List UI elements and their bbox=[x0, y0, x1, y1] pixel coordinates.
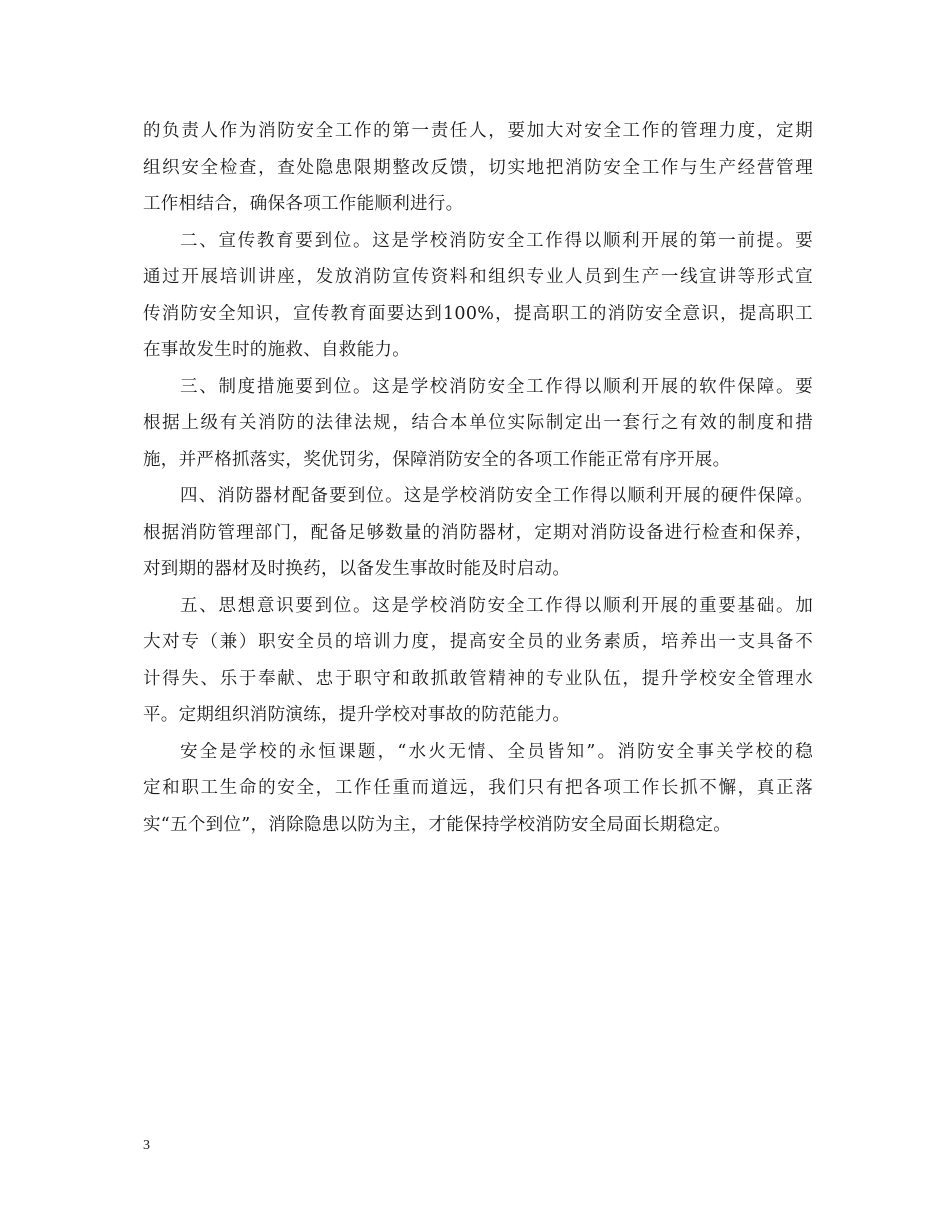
paragraph-line: 四、消防器材配备要到位。这是学校消防安全工作得以顺利开展的硬件保障。 bbox=[180, 486, 813, 506]
document-body bbox=[143, 113, 813, 843]
paragraph-line: 二、宣传教育要到位。这是学校消防安全工作得以顺利开展的第一前提。要 bbox=[180, 230, 813, 251]
paragraph-line: 在事故发生时的施救、自救能力。 bbox=[143, 340, 410, 360]
paragraph-line: 施，并严格抓落实，奖优罚劣，保障消防安全的各项工作能正常有序开展。 bbox=[143, 449, 731, 470]
paragraph-line: 工作相结合，确保各项工作能顺利进行。 bbox=[143, 194, 464, 214]
paragraph bbox=[143, 734, 813, 844]
paragraph bbox=[143, 223, 813, 369]
paragraph-line: 根据消防管理部门，配备足够数量的消防器材，定期对消防设备进行检查和保养， bbox=[143, 522, 813, 543]
paragraph-line: 平。定期组织消防演练，提升学校对事故的防范能力。 bbox=[143, 705, 571, 725]
paragraph-line: 传消防安全知识，宣传教育面要达到100%，提高职工的消防安全意识，提高职工 bbox=[143, 303, 813, 324]
paragraph-line: 大对专（兼）职安全员的培训力度，提高安全员的业务素质，培养出一支具备不 bbox=[143, 632, 813, 652]
paragraph-line: 组织安全检查，查处隐患限期整改反馈，切实地把消防安全工作与生产经营管理 bbox=[143, 157, 813, 178]
paragraph-line: 计得失、乐于奉献、忠于职守和敢抓敢管精神的专业队伍，提升学校安全管理水 bbox=[143, 668, 813, 689]
paragraph bbox=[143, 369, 813, 479]
page-number: 3 bbox=[143, 1138, 150, 1153]
paragraph-line: 实“五个到位”，消除隐患以防为主，才能保持学校消防安全局面长期稳定。 bbox=[143, 814, 732, 835]
paragraph-line: 根据上级有关消防的法律法规，结合本单位实际制定出一套行之有效的制度和措 bbox=[143, 413, 813, 433]
paragraph bbox=[143, 478, 813, 588]
paragraph-line: 定和职工生命的安全，工作任重而道远，我们只有把各项工作长抓不懈，真正落 bbox=[143, 778, 813, 798]
paragraph-line: 安全是学校的永恒课题，“水火无情、全员皆知”。消防安全事关学校的稳 bbox=[180, 741, 813, 762]
paragraph-line: 通过开展培训讲座，发放消防宣传资料和组织专业人员到生产一线宣讲等形式宣 bbox=[143, 267, 813, 287]
paragraph-line: 的负责人作为消防安全工作的第一责任人，要加大对安全工作的管理力度，定期 bbox=[143, 121, 813, 141]
paragraph-line: 对到期的器材及时换药，以备发生事故时能及时启动。 bbox=[143, 559, 571, 579]
paragraph-line: 五、思想意识要到位。这是学校消防安全工作得以顺利开展的重要基础。加 bbox=[180, 595, 813, 616]
paragraph bbox=[143, 113, 813, 223]
paragraph-line: 三、制度措施要到位。这是学校消防安全工作得以顺利开展的软件保障。要 bbox=[180, 376, 813, 397]
paragraph bbox=[143, 588, 813, 734]
